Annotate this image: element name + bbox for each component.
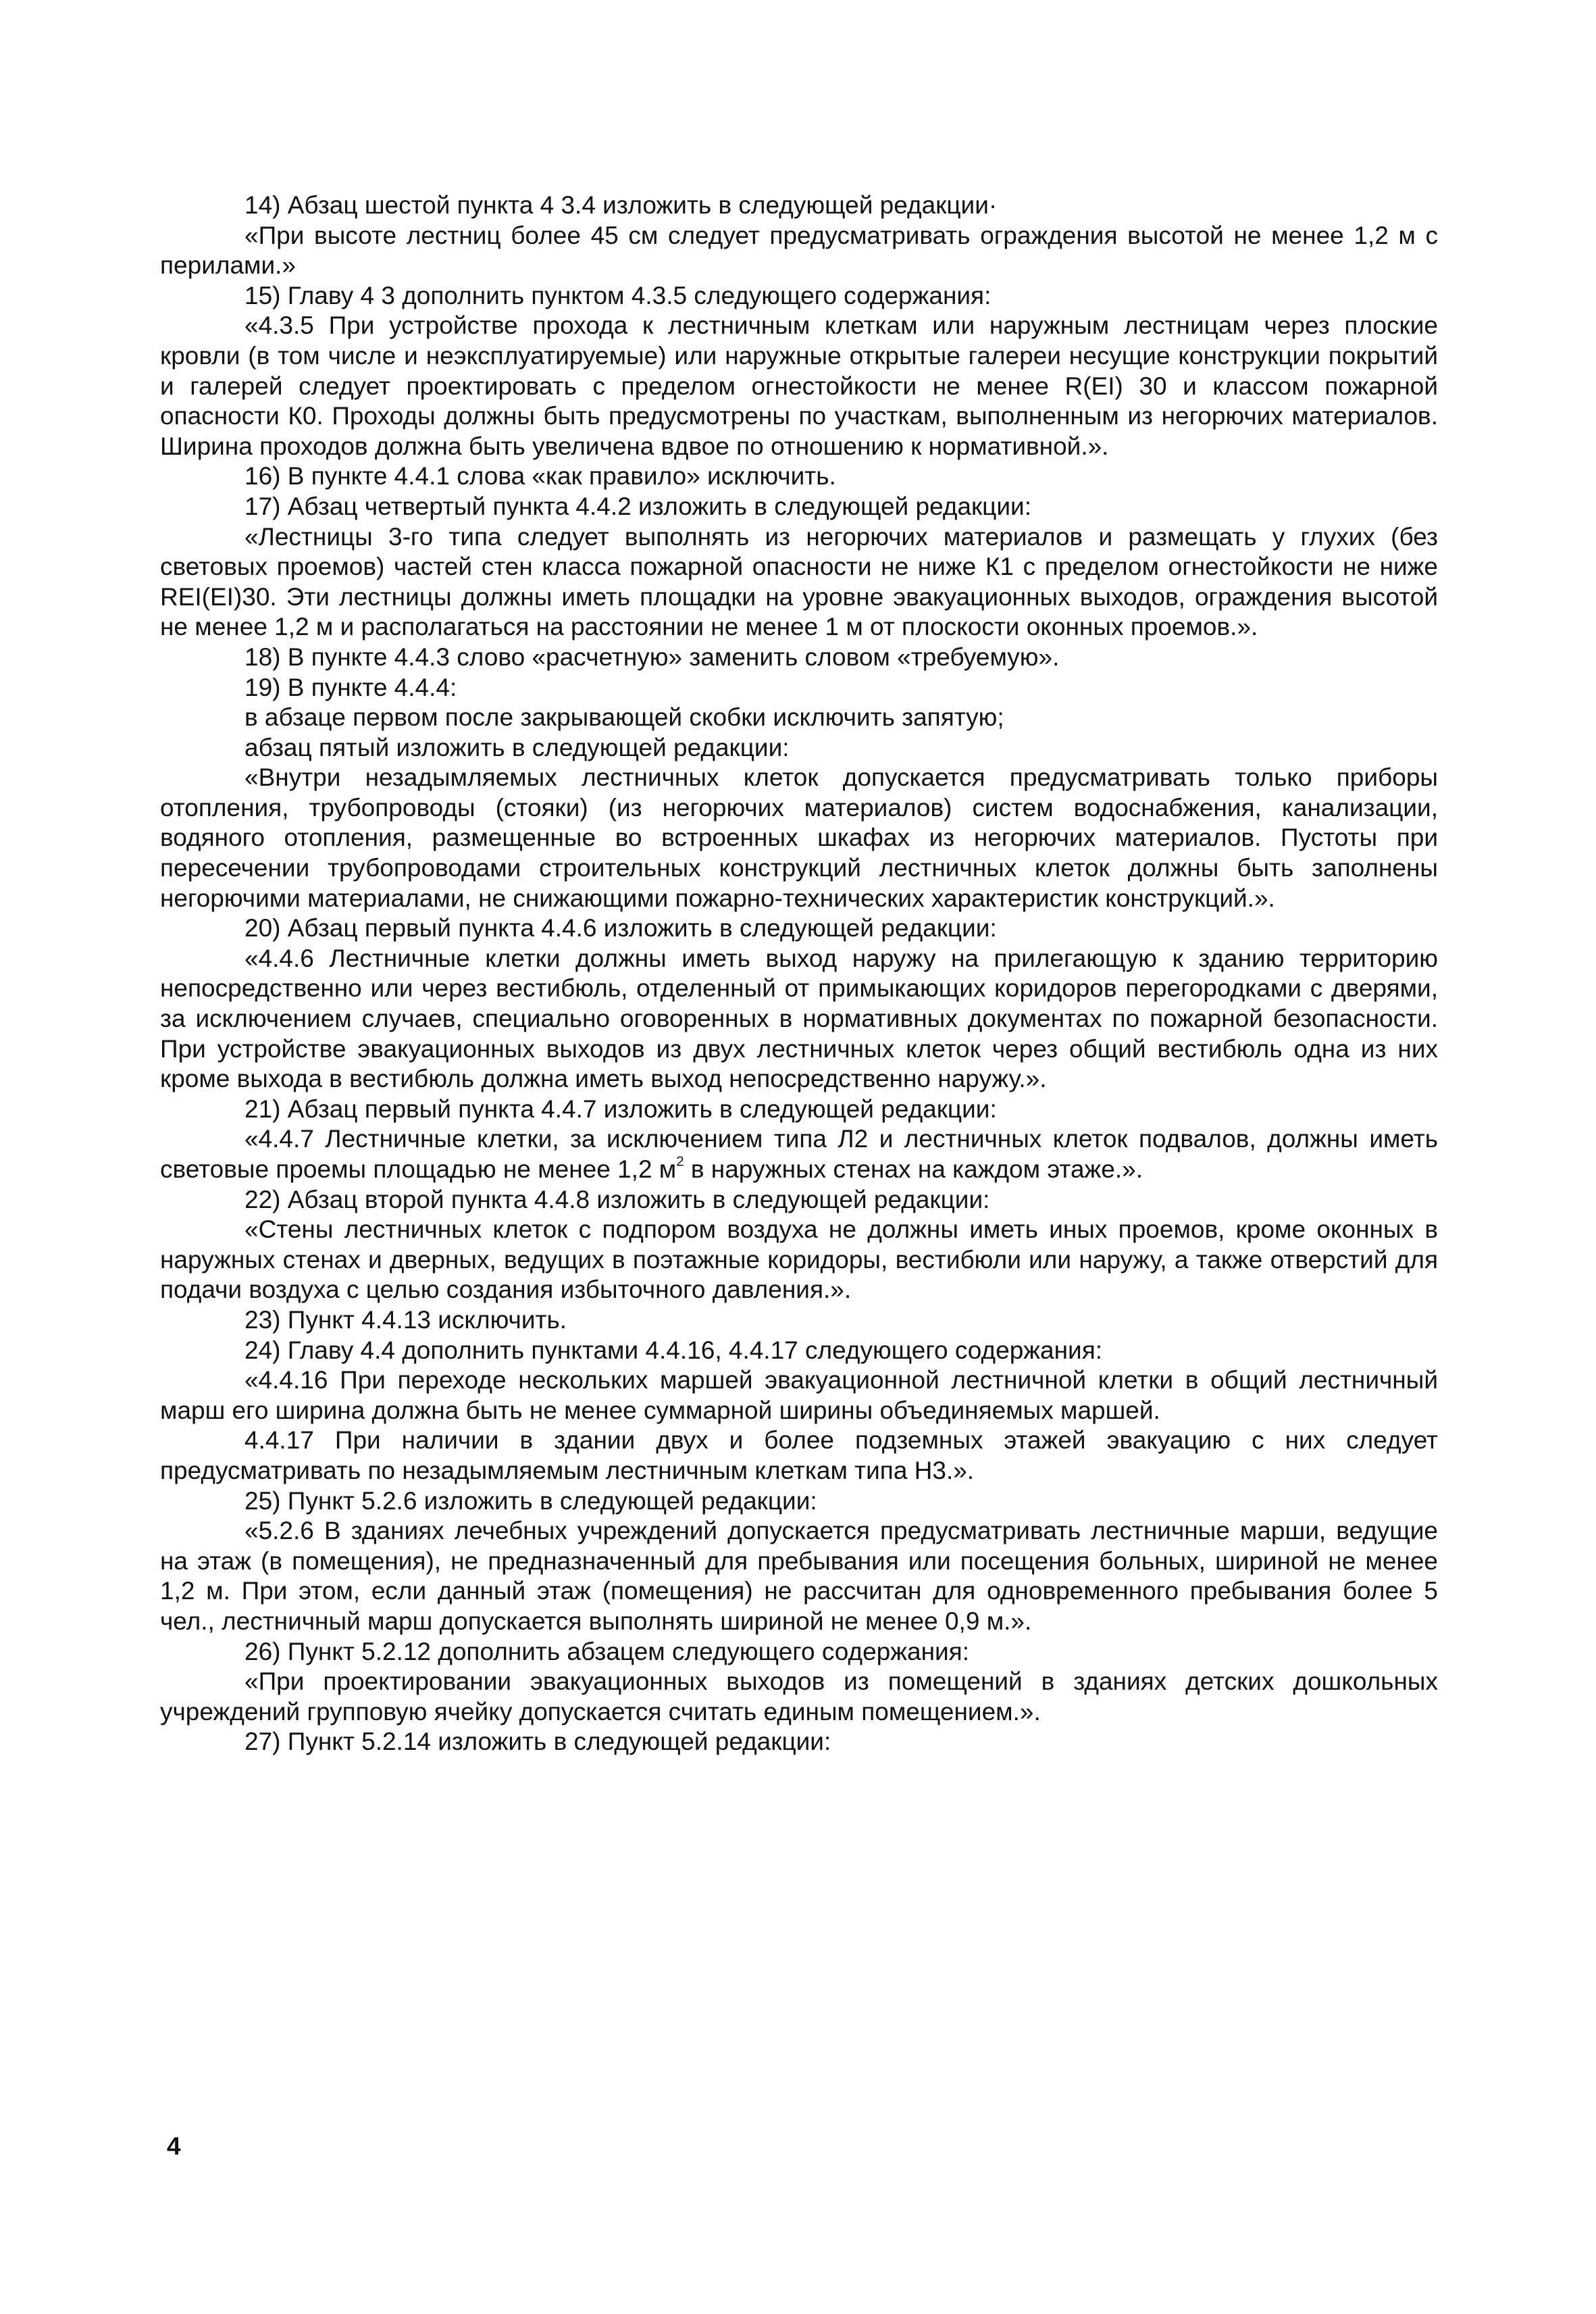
paragraph: 19) В пункте 4.4.4: — [244, 673, 457, 701]
paragraph: «Лестницы 3-го типа следует выполнять из негорючих материалов и размещать у глухих (без световых проемов) частей стен класса пожарной опасности не ниже К1 с пределом огнестойкости не ниже REI(EI)30. Эти лестницы должны иметь площадки на уровне эвакуационных выходов, ограждения высотой не менее 1,2 м и располагаться на расстоянии не менее 1 м от плоскости оконных проемов.». — [160, 522, 1438, 641]
paragraph: «Стены лестничных клеток с подпором воздуха не должны иметь иных проемов, кроме оконных в наружных стенах и дверных, ведущих в поэтажные коридоры, вестибюли или наружу, а также отверстий для подачи воздуха с целью создания избыточного давления.». — [160, 1215, 1438, 1304]
paragraph: 20) Абзац первый пункта 4.4.6 изложить в следующей редакции: — [244, 914, 997, 942]
paragraph: 4.4.17 При наличии в здании двух и более подземных этажей эвакуацию с них следует предусматривать по незадымляемым лестничным клеткам типа Н3.». — [160, 1426, 1438, 1484]
paragraph-text: «4.4.7 Лестничные клетки, за исключением типа Л2 и лестничных клеток подвалов, должны иметь световые проемы площадью не менее 1,2 м — [160, 1125, 1438, 1183]
paragraph: 21) Абзац первый пункта 4.4.7 изложить в следующей редакции: — [244, 1095, 997, 1123]
paragraph: 27) Пункт 5.2.14 изложить в следующей редакции: — [244, 1728, 831, 1756]
superscript: 2 — [676, 1154, 684, 1169]
paragraph: 18) В пункте 4.4.3 слово «расчетную» заменить словом «требуемую». — [244, 643, 1060, 671]
paragraph: абзац пятый изложить в следующей редакции: — [244, 733, 790, 761]
paragraph-text-tail: в наружных стенах на каждом этаже.». — [684, 1155, 1143, 1183]
paragraph: «4.4.16 При переходе нескольких маршей эвакуационной лестничной клетки в общий лестничный марш его ширина должна быть не менее суммарной ширины объединяемых маршей. — [160, 1366, 1438, 1424]
paragraph: 15) Главу 4 3 дополнить пунктом 4.3.5 следующего содержания: — [244, 281, 992, 309]
paragraph: 17) Абзац четвертый пункта 4.4.2 изложить в следующей редакции: — [244, 492, 1031, 520]
paragraph: «4.3.5 При устройстве прохода к лестничным клеткам или наружным лестницам через плоские кровли (в том числе и неэксплуатируемые) или наружные открытые галереи несущие конструкции покрытий и галерей следует проектировать с пределом огнестойкости не менее R(EI) 30 и классом пожарной опасности К0. Проходы должны быть предусмотрены по участкам, выполненным из негорючих материалов. Ширина проходов должна быть увеличена вдвое по отношению к нормативной.». — [160, 311, 1438, 460]
paragraph: «5.2.6 В зданиях лечебных учреждений допускается предусматривать лестничные марши, ведущие на этаж (в помещения), не предназначенный для пребывания или посещения больных, шириной не менее 1,2 м. При этом, если данный этаж (помещения) не рассчитан для одновременного пребывания более 5 чел., лестничный марш допускается выполнять шириной не менее 0,9 м.». — [160, 1517, 1438, 1635]
paragraph: 22) Абзац второй пункта 4.4.8 изложить в следующей редакции: — [244, 1185, 990, 1213]
paragraph: 26) Пункт 5.2.12 дополнить абзацем следующего содержания: — [244, 1637, 969, 1665]
paragraph: 24) Главу 4.4 дополнить пунктами 4.4.16, 4.4.17 следующего содержания: — [244, 1336, 1103, 1364]
document-body — [160, 191, 1438, 1757]
paragraph-with-superscript — [160, 1124, 1438, 1184]
paragraph: «4.4.6 Лестничные клетки должны иметь выход наружу на прилегающую к зданию территорию непосредственно или через вестибюль, отделенный от примыкающих коридоров перегородками с дверями, за исключением случаев, специально оговоренных в нормативных документах по пожарной безопасности. При устройстве эвакуационных выходов из двух лестничных клеток через общий вестибюль одна из них кроме выхода в вестибюль должна иметь выход непосредственно наружу.». — [160, 944, 1438, 1093]
paragraph: 23) Пункт 4.4.13 исключить. — [244, 1305, 567, 1334]
paragraph: 16) В пункте 4.4.1 слова «как правило» исключить. — [244, 462, 836, 491]
paragraph: «При проектировании эвакуационных выходов из помещений в зданиях детских дошкольных учреждений групповую ячейку допускается считать единым помещением.». — [160, 1667, 1438, 1726]
page-number: 4 — [167, 2132, 181, 2160]
paragraph: 14) Абзац шестой пункта 4 3.4 изложить в следующей редакции· — [244, 191, 998, 219]
paragraph: 25) Пункт 5.2.6 изложить в следующей редакции: — [244, 1486, 817, 1515]
paragraph: в абзаце первом после закрывающей скобки исключить запятую; — [244, 703, 1004, 732]
paragraph: «Внутри незадымляемых лестничных клеток допускается предусматривать только приборы отопления, трубопроводы (стояки) (из негорючих материалов) систем водоснабжения, канализации, водяного отопления, размещенные во встроенных шкафах из негорючих материалов. Пустоты при пересечении трубопроводами строительных конструкций лестничных клеток должны быть заполнены негорючими материалами, не снижающими пожарно-технических характеристик конструкций.». — [160, 763, 1438, 912]
paragraph: «При высоте лестниц более 45 см следует предусматривать ограждения высотой не менее 1,2 м с перилами.» — [160, 221, 1438, 280]
